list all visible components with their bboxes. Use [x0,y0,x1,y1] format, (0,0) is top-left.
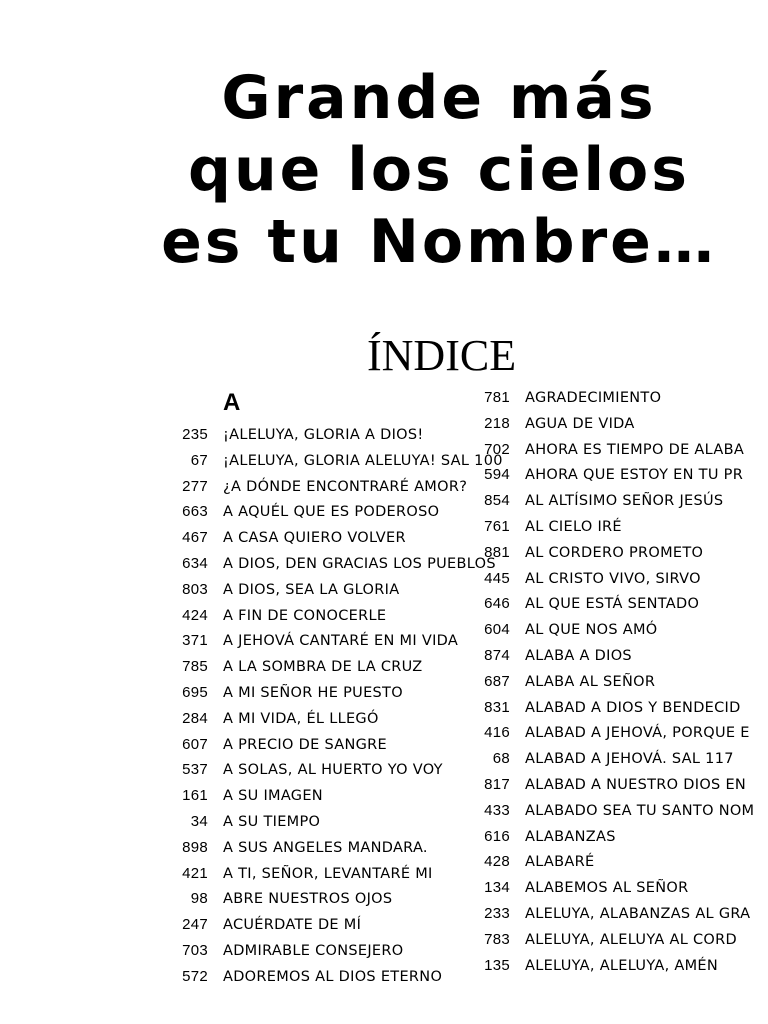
index-entry [470,462,754,488]
hymn-number: 663 [182,503,208,521]
index-entry [168,861,503,887]
hymn-number: 604 [484,621,510,639]
index-entry [168,422,503,448]
hymn-title: AL CRISTO VIVO, SIRVO [525,570,701,587]
hymn-title: A SUS ANGELES MANDARA. [223,839,428,856]
hymn-title: A MI SEÑOR HE PUESTO [223,684,403,701]
index-entry [470,875,754,901]
hymn-number: 874 [484,646,510,664]
hymn-number: 134 [484,879,510,897]
index-entry [168,964,503,990]
hymn-number: 594 [484,466,510,484]
hymn-title: A AQUÉL QUE ES PODEROSO [223,504,440,521]
hymn-title: AL ALTÍSIMO SEÑOR JESÚS [525,493,724,510]
index-entry [168,628,503,654]
index-entry [168,912,503,938]
hymn-number: 424 [182,606,208,624]
hymn-title: AL CIELO IRÉ [525,518,622,535]
index-entry [470,488,754,514]
index-entry [470,849,754,875]
index-entry [470,824,754,850]
hymn-title: ALABANZAS [525,828,616,845]
index-entry [470,953,754,979]
hymn-title: ALELUYA, ALELUYA AL CORD [525,931,737,948]
index-entry [168,448,503,474]
index-entry [470,643,754,669]
index-entry [470,411,754,437]
hymn-number: 854 [484,492,510,510]
hymn-number: 881 [484,543,510,561]
hymn-title: ADOREMOS AL DIOS ETERNO [223,968,443,985]
book-title-line-1: Grande más [221,63,657,133]
hymn-number: 572 [182,967,208,985]
hymn-number: 67 [190,451,208,469]
index-column-left [168,422,503,990]
hymn-number: 898 [182,838,208,856]
hymn-number: 695 [182,683,208,701]
index-entry [470,540,754,566]
hymn-title: ALABA AL SEÑOR [525,673,656,690]
index-entry [168,603,503,629]
hymn-number: 68 [492,750,510,768]
hymn-number: 421 [182,864,208,882]
hymn-title: A FIN DE CONOCERLE [223,607,387,624]
hymn-title: ALABEMOS AL SEÑOR [525,880,689,897]
index-entry [470,591,754,617]
index-entry [470,901,754,927]
hymn-number: 277 [182,477,208,495]
hymn-number: 817 [484,775,510,793]
hymn-number: 831 [484,698,510,716]
hymn-title: A LA SOMBRA DE LA CRUZ [223,659,423,676]
hymn-title: A CASA QUIERO VOLVER [223,530,406,547]
index-entry [470,437,754,463]
hymn-number: 607 [182,735,208,753]
hymn-title: ALABA A DIOS [525,647,632,664]
index-entry [168,835,503,861]
hymn-title: ALELUYA, ALELUYA, AMÉN [525,957,719,974]
hymn-number: 646 [484,595,510,613]
hymn-title: ABRE NUESTROS OJOS [223,891,393,908]
hymn-title: A DIOS, DEN GRACIAS LOS PUEBLOS [223,555,496,572]
hymn-number: 803 [182,580,208,598]
index-entry [168,499,503,525]
index-entry [168,654,503,680]
index-heading: ÍNDICE [367,331,517,380]
hymn-number: 135 [484,956,510,974]
index-entry [470,772,754,798]
hymn-number: 233 [484,904,510,922]
hymn-title: A SOLAS, AL HUERTO YO VOY [223,762,443,779]
hymn-number: 537 [182,761,208,779]
hymn-number: 781 [484,389,510,406]
index-entry [470,746,754,772]
index-entry [470,385,754,411]
hymn-number: 616 [484,827,510,845]
index-entry [168,525,503,551]
hymn-number: 98 [190,890,208,908]
hymn-number: 218 [484,414,510,432]
index-entry [168,886,503,912]
hymn-title: AHORA QUE ESTOY EN TU PR [525,467,744,484]
hymn-number: 428 [484,853,510,871]
hymn-number: 467 [182,529,208,547]
hymn-number: 445 [484,569,510,587]
index-column-right [470,385,754,978]
hymn-number: 433 [484,801,510,819]
hymn-title: AGRADECIMIENTO [525,390,662,406]
index-entry [470,617,754,643]
hymn-title: ADMIRABLE CONSEJERO [223,942,404,959]
index-entry [168,551,503,577]
index-entry [168,783,503,809]
hymn-title: AHORA ES TIEMPO DE ALABA [525,441,745,458]
hymn-title: A MI VIDA, ÉL LLEGÓ [223,710,379,727]
index-entry [470,798,754,824]
hymn-number: 783 [484,930,510,948]
hymn-title: ¿A DÓNDE ENCONTRARÉ AMOR? [223,478,468,495]
hymn-number: 702 [484,440,510,458]
index-entry [168,809,503,835]
index-entry [168,732,503,758]
index-entry [168,938,503,964]
hymn-title: ALABAD A DIOS Y BENDECID [525,699,741,716]
hymn-number: 371 [182,632,208,650]
hymn-number: 785 [182,658,208,676]
hymn-title: AL QUE NOS AMÓ [525,622,658,639]
hymn-title: ¡ALELUYA, GLORIA A DIOS! [223,427,424,443]
hymn-title: A SU TIEMPO [223,813,321,830]
index-entry [470,927,754,953]
hymn-title: ALABAD A JEHOVÁ, PORQUE E [525,725,750,742]
hymn-title: AL QUE ESTÁ SENTADO [525,596,700,613]
hymn-title: A TI, SEÑOR, LEVANTARÉ MI [223,865,433,882]
hymn-number: 416 [484,724,510,742]
hymn-title: AL CORDERO PROMETO [525,544,704,561]
hymn-number: 284 [182,709,208,727]
hymn-title: ALELUYA, ALABANZAS AL GRA [525,905,751,922]
hymn-title: A JEHOVÁ CANTARÉ EN MI VIDA [223,633,459,650]
hymn-title: ALABARÉ [525,854,595,871]
hymn-number: 687 [484,672,510,690]
index-entry [168,757,503,783]
index-entry [168,474,503,500]
hymn-title: A PRECIO DE SANGRE [223,736,387,753]
hymn-number: 247 [182,916,208,934]
index-entry [168,577,503,603]
hymn-title: ¡ALELUYA, GLORIA ALELUYA! SAL 100 [223,452,503,469]
hymn-title: A SU IMAGEN [223,788,323,805]
hymn-number: 235 [182,426,208,443]
index-entry [470,669,754,695]
index-entry [168,680,503,706]
index-entry [470,695,754,721]
hymn-title: ALABAD A NUESTRO DIOS EN [525,776,747,793]
hymn-title: ALABADO SEA TU SANTO NOM [525,802,755,819]
hymn-number: 34 [190,812,208,830]
hymn-title: ACUÉRDATE DE MÍ [223,917,362,934]
book-title-line-2: que los cielos [188,135,690,205]
hymn-number: 161 [182,787,208,805]
index-entry [470,720,754,746]
hymn-number: 634 [182,554,208,572]
book-title [0,62,768,278]
hymn-title: A DIOS, SEA LA GLORIA [223,581,400,598]
index-entry [470,566,754,592]
hymn-title: AGUA DE VIDA [525,415,635,432]
book-title-line-3: es tu Nombre… [161,207,717,277]
hymn-number: 761 [484,517,510,535]
index-entry [168,706,503,732]
hymn-title: ALABAD A JEHOVÁ. SAL 117 [525,751,734,768]
section-letter-heading: A [223,389,241,416]
index-entry [470,514,754,540]
hymn-number: 703 [182,941,208,959]
